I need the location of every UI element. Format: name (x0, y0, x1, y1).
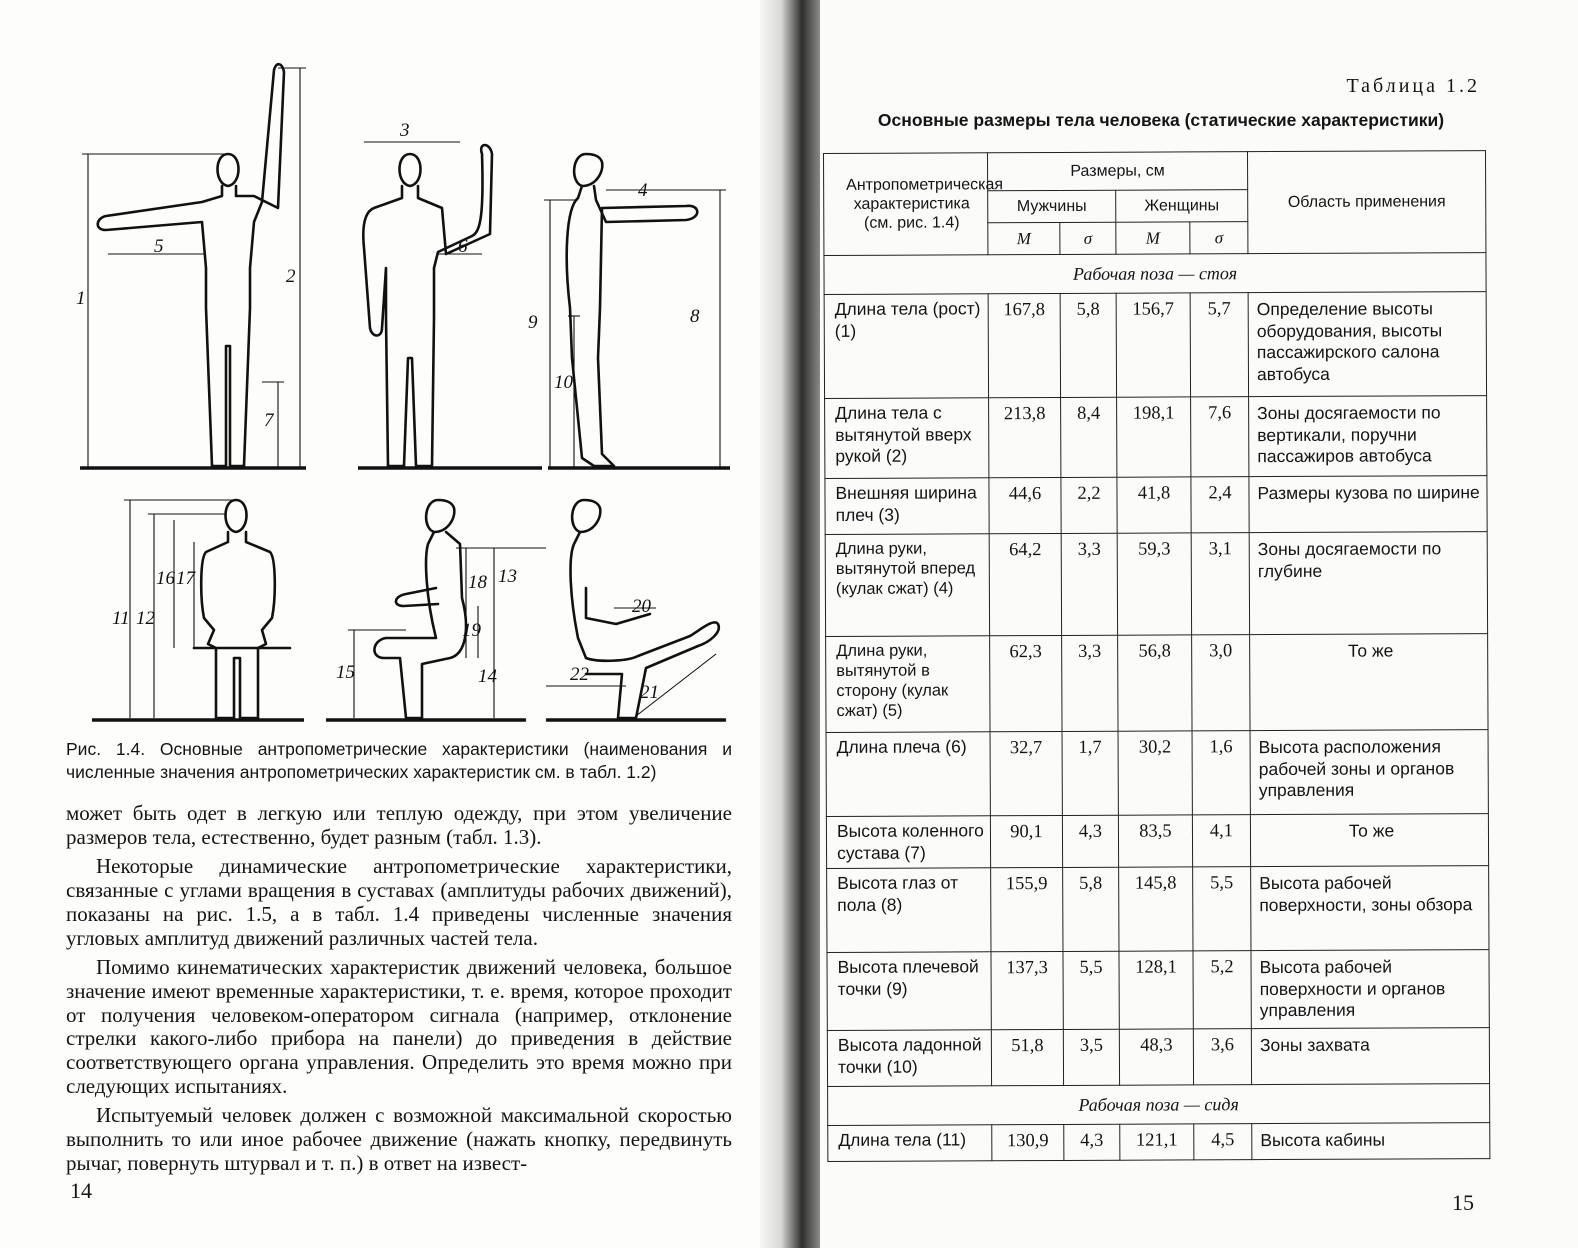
cell-men-sigma: 5,8 (1063, 867, 1119, 951)
cell-men-sigma: 4,3 (1064, 1124, 1120, 1160)
cell-men-mean: 32,7 (990, 731, 1062, 815)
paragraph: может быть одет в легкую или теплую одежду, при этом увеличение размеров тела, естественно, будет разным (табл. 1.3). (66, 801, 732, 849)
header-men-mean: М (988, 222, 1060, 254)
table-row (827, 950, 1489, 1031)
cell-women-sigma: 5,7 (1190, 293, 1248, 397)
dim-label-4: 4 (638, 180, 648, 201)
cell-application: Зоны досягаемости по глубине (1249, 532, 1487, 635)
header-women: Женщины (1116, 190, 1248, 223)
cell-application: Высота рабочей поверхности, зоны обзора (1251, 866, 1489, 951)
cell-men-sigma: 8,4 (1061, 397, 1117, 477)
cell-women-mean: 59,3 (1117, 533, 1191, 635)
table-title: Основные размеры тела человека (статические характеристики) (877, 110, 1445, 130)
dim-label-6: 6 (458, 236, 468, 257)
book-gutter (760, 0, 820, 1248)
header-men: Мужчины (988, 190, 1116, 223)
cell-women-mean: 48,3 (1119, 1029, 1193, 1085)
dim-label-1: 1 (76, 288, 86, 309)
cell-men-mean: 44,6 (989, 477, 1061, 533)
cell-application: Высота кабины (1252, 1123, 1490, 1160)
cell-women-mean: 145,8 (1119, 867, 1193, 951)
sitting-front-figure (194, 500, 290, 718)
header-women-sigma: σ (1190, 222, 1248, 254)
body-text (66, 802, 732, 1176)
table-row (825, 396, 1487, 479)
table-label: Таблица 1.2 (1346, 75, 1480, 97)
dim-label-9: 9 (528, 312, 538, 333)
dim-label-11: 11 (112, 608, 130, 629)
cell-women-sigma: 2,4 (1191, 477, 1249, 533)
cell-women-mean: 83,5 (1118, 815, 1192, 867)
cell-men-sigma: 5,5 (1063, 951, 1119, 1029)
cell-men-mean: 155,9 (991, 867, 1063, 951)
sitting-side-figure (374, 500, 466, 718)
cell-application: То же (1250, 634, 1488, 731)
standing-side-figure (567, 154, 698, 466)
cell-women-sigma: 4,5 (1194, 1124, 1252, 1160)
cell-men-mean: 137,3 (991, 951, 1063, 1029)
cell-application: Зоны досягаемости по вертикали, поручни пассажиров автобуса (1249, 396, 1487, 477)
cell-women-mean: 30,2 (1118, 731, 1192, 815)
cell-women-mean: 56,8 (1118, 635, 1192, 731)
cell-women-sigma: 7,6 (1191, 397, 1249, 477)
dim-label-14: 14 (478, 666, 497, 687)
dim-label-7: 7 (264, 410, 274, 431)
cell-application: Зоны захвата (1251, 1028, 1489, 1085)
cell-women-mean: 198,1 (1117, 397, 1191, 477)
dim-label-16: 16 (156, 568, 175, 589)
table-row (827, 1028, 1489, 1087)
table-row (826, 634, 1488, 733)
cell-women-sigma: 3,6 (1193, 1029, 1251, 1085)
dim-label-5: 5 (154, 236, 164, 257)
table-row (825, 476, 1487, 535)
left-page (0, 0, 760, 1248)
cell-characteristic: Высота глаз от пола (8) (827, 868, 991, 953)
figure-drawing (66, 58, 746, 738)
dim-label-18: 18 (468, 572, 487, 593)
table-row (825, 532, 1487, 637)
cell-men-sigma: 3,5 (1063, 1029, 1119, 1085)
dim-label-3: 3 (400, 120, 410, 141)
cell-application: Размеры кузова по ширине (1249, 476, 1487, 533)
cell-characteristic: Длина руки, вытянутой вперед (кулак сжат) (4) (825, 534, 989, 637)
cell-men-sigma: 3,3 (1062, 635, 1118, 731)
cell-application: Определение высоты оборудования, высоты пассажирского салона автобуса (1248, 292, 1486, 397)
cell-women-mean: 121,1 (1120, 1124, 1194, 1160)
cell-women-mean: 128,1 (1119, 951, 1193, 1029)
anthropometric-figure (66, 58, 746, 738)
body-dimensions-table (823, 150, 1490, 1162)
cell-men-mean: 130,9 (992, 1124, 1064, 1160)
dim-label-13: 13 (498, 566, 517, 587)
cell-men-mean: 213,8 (989, 397, 1061, 477)
section-sitting: Рабочая поза — сидя (828, 1084, 1490, 1126)
dim-label-15: 15 (336, 662, 355, 683)
cell-women-sigma: 4,1 (1192, 815, 1250, 867)
cell-characteristic: Длина плеча (6) (826, 732, 990, 817)
cell-men-mean: 167,8 (988, 293, 1060, 397)
cell-characteristic: Высота ладонной точки (10) (827, 1030, 991, 1087)
cell-women-sigma: 3,0 (1192, 635, 1250, 731)
cell-men-mean: 64,2 (989, 533, 1061, 635)
header-characteristic: Антропометрическая характеристика (см. рис. 1.4) (824, 153, 988, 256)
cell-men-sigma: 1,7 (1062, 731, 1118, 815)
table-row (828, 1123, 1490, 1162)
table-row (826, 814, 1488, 869)
cell-characteristic: Длина тела (рост) (1) (824, 294, 988, 399)
table-row (824, 292, 1486, 399)
cell-women-sigma: 5,2 (1193, 951, 1251, 1029)
cell-characteristic: Длина тела (11) (828, 1125, 992, 1162)
cell-women-mean: 41,8 (1117, 477, 1191, 533)
table-container (823, 150, 1489, 1162)
section-standing: Рабочая поза — стоя (824, 253, 1486, 295)
table-row (827, 866, 1489, 953)
paragraph: Помимо кинематических характеристик движений человека, большое значение имеют временные характеристики, т. е. время, которое проходит от получения человеком-оператором сигнала (например, отклонение стрелки какого-либо прибора на панели) до приведения в действие соответствующего органа управления. Определить это время можно при следующих испытаниях. (66, 955, 732, 1098)
cell-characteristic: Высота плечевой точки (9) (827, 952, 991, 1031)
dim-label-8: 8 (690, 306, 700, 327)
standing-back-figure (363, 145, 492, 466)
cell-men-sigma: 5,8 (1060, 293, 1116, 397)
cell-men-mean: 62,3 (990, 635, 1062, 731)
cell-women-sigma: 3,1 (1191, 533, 1249, 635)
cell-characteristic: Внешняя ширина плеч (3) (825, 478, 989, 535)
cell-men-sigma: 2,2 (1061, 477, 1117, 533)
cell-application: То же (1250, 814, 1488, 867)
paragraph: Некоторые динамические антропометрические характеристики, связанные с углами вращения в суставах (амплитуды рабочих движений), показаны на рис. 1.5, а в табл. 1.4 приведены численные значения угловых амплитуд движений различных частей тела. (66, 854, 732, 950)
table-row (826, 730, 1488, 817)
dim-label-17: 17 (176, 568, 195, 589)
cell-men-sigma: 3,3 (1061, 533, 1117, 635)
cell-characteristic: Длина руки, вытянутой в сторону (кулак сжат) (5) (826, 636, 990, 733)
cell-men-mean: 51,8 (991, 1029, 1063, 1085)
cell-women-mean: 156,7 (1116, 293, 1190, 397)
cell-characteristic: Длина тела с вытянутой вверх рукой (2) (825, 398, 989, 479)
dim-label-21: 21 (640, 682, 659, 703)
cell-men-mean: 90,1 (990, 815, 1062, 867)
figure-caption: Рис. 1.4. Основные антропометрические характеристики (наименования и численные значения антропометрических характеристик см. в табл. 1.2) (66, 739, 732, 782)
dim-label-19: 19 (462, 620, 481, 641)
cell-application: Высота расположения рабочей зоны и органов управления (1250, 730, 1488, 815)
dim-label-12: 12 (136, 608, 155, 629)
paragraph: Испытуемый человек должен с возможной максимальной скоростью выполнить то или иное рабочее движение (нажать кнопку, передвинуть рычаг, повернуть штурвал и т. п.) в ответ на извест- (66, 1103, 732, 1175)
header-sizes: Размеры, см (988, 152, 1248, 191)
header-application: Область применения (1248, 151, 1486, 254)
dim-label-22: 22 (570, 664, 589, 685)
header-men-sigma: σ (1060, 222, 1116, 254)
cell-women-sigma: 1,6 (1192, 731, 1250, 815)
page-number-left: 14 (70, 1178, 92, 1203)
cell-men-sigma: 4,3 (1062, 815, 1118, 867)
dim-label-2: 2 (286, 266, 296, 287)
standing-front-figure (98, 64, 284, 466)
dim-label-20: 20 (632, 596, 651, 617)
page-number-right: 15 (1452, 1190, 1474, 1215)
header-women-mean: М (1116, 222, 1190, 254)
cell-application: Высота рабочей поверхности и органов управления (1251, 950, 1489, 1029)
cell-characteristic: Высота коленного сустава (7) (826, 816, 990, 869)
dim-label-10: 10 (554, 372, 573, 393)
cell-women-sigma: 5,5 (1193, 867, 1251, 951)
